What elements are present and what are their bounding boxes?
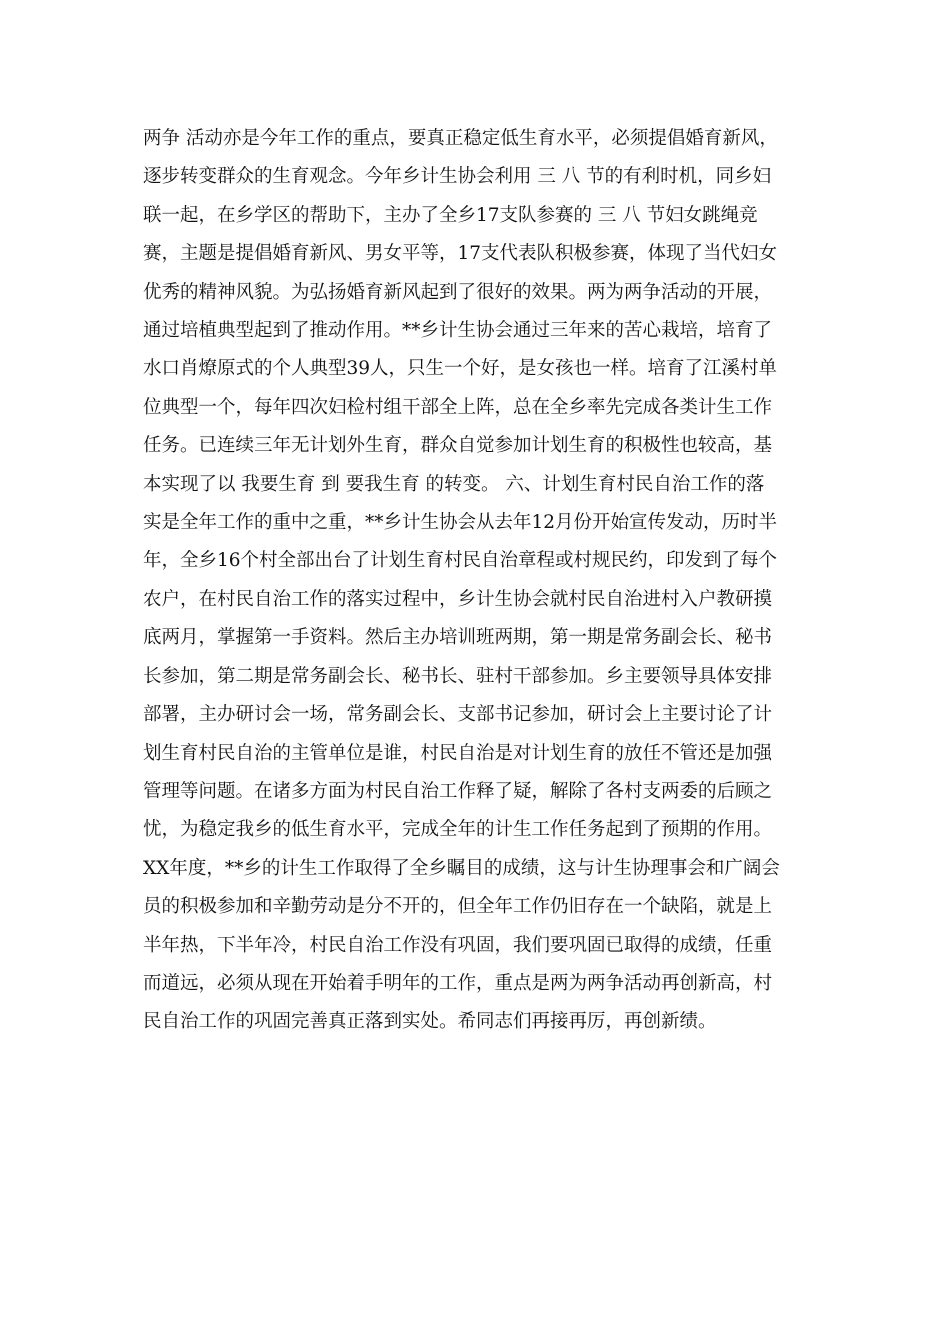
text-line: 民自治工作的巩固完善真正落到实处。希同志们再接再厉，再创新绩。 (143, 1011, 717, 1033)
text-line: 本实现了以 我要生育 到 要我生育 的转变。 六、计划生育村民自治工作的落 (143, 473, 765, 495)
text-line: 半年热，下半年冷，村民自治工作没有巩固，我们要巩固已取得的成绩，任重 (143, 934, 773, 956)
text-line: 水口肖燎原式的个人典型39人，只生一个好，是女孩也一样。培育了江溪村单 (143, 358, 778, 380)
text-line: 长参加，第二期是常务副会长、秘书长、驻村干部参加。乡主要领导具体安排 (143, 665, 773, 687)
text-line: 而道远，必须从现在开始着手明年的工作，重点是两为两争活动再创新高，村 (143, 972, 773, 994)
text-line: 部署，主办研讨会一场，常务副会长、支部书记参加，研讨会上主要讨论了计 (143, 704, 773, 726)
text-line: 两争 活动亦是今年工作的重点，要真正稳定低生育水平，必须提倡婚育新风， (143, 128, 778, 149)
text-line: XX年度，**乡的计生工作取得了全乡瞩目的成绩，这与计生协理事会和广阔会 (143, 857, 780, 879)
text-line: 通过培植典型起到了推动作用。**乡计生协会通过三年来的苦心栽培，培育了 (143, 320, 773, 342)
text-line: 员的积极参加和辛勤劳动是分不开的，但全年工作仍旧存在一个缺陷，就是上 (143, 896, 773, 918)
text-line: 实是全年工作的重中之重，**乡计生协会从去年12月份开始宣传发动，历时半 (143, 512, 778, 534)
text-line: 位典型一个，每年四次妇检村组干部全上阵，总在全乡率先完成各类计生工作 (143, 396, 773, 418)
text-line: 优秀的精神风貌。为弘扬婚育新风起到了很好的效果。两为两争活动的开展， (143, 281, 773, 303)
text-line: 管理等问题。在诸多方面为村民自治工作释了疑，解除了各村支两委的后顾之 (143, 780, 773, 802)
text-line: 赛，主题是提倡婚育新风、男女平等，17支代表队积极参赛，体现了当代妇女 (143, 243, 778, 265)
text-line: 忧，为稳定我乡的低生育水平，完成全年的计生工作任务起到了预期的作用。 (143, 819, 773, 841)
text-line: 农户，在村民自治工作的落实过程中，乡计生协会就村民自治进村入户教研摸 (143, 588, 773, 610)
text-line: 底两月，掌握第一手资料。然后主办培训班两期，第一期是常务副会长、秘书 (143, 627, 773, 649)
text-line: 联一起，在乡学区的帮助下，主办了全乡17支队参赛的 三 八 节妇女跳绳竞 (143, 204, 758, 226)
text-line: 划生育村民自治的主管单位是谁，村民自治是对计划生育的放任不管还是加强 (143, 742, 773, 764)
body-paragraph (143, 120, 823, 1042)
text-line: 任务。已连续三年无计划外生育，群众自觉参加计划生育的积极性也较高，基 (143, 435, 773, 457)
text-line: 年，全乡16个村全部出台了计划生育村民自治章程或村规民约，印发到了每个 (143, 550, 778, 572)
text-line: 逐步转变群众的生育观念。今年乡计生协会利用 三 八 节的有利时机，同乡妇 (143, 166, 772, 188)
